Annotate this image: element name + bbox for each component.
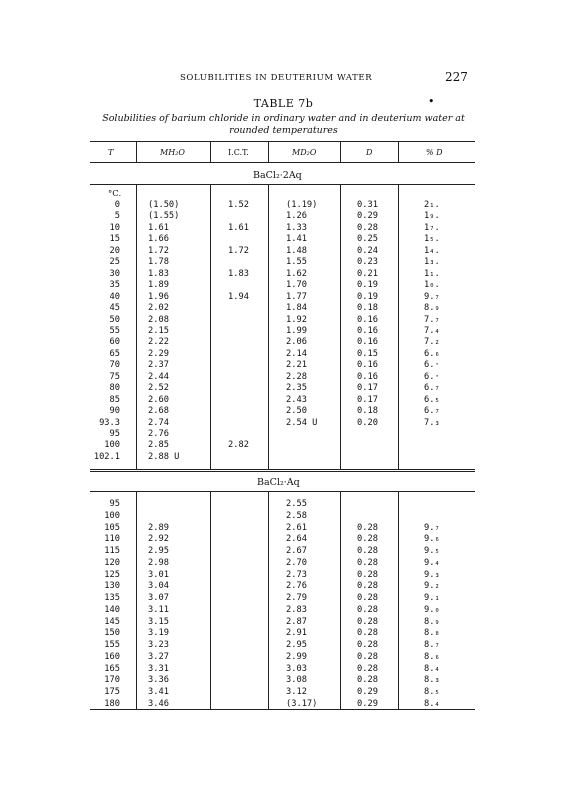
cell-m-d2o: 2.76 bbox=[286, 581, 307, 592]
cell-temperature: 145 bbox=[104, 616, 120, 627]
cell-temperature: 50 bbox=[109, 314, 120, 325]
page-header bbox=[0, 70, 567, 87]
cell-percent-d: 1₃. bbox=[424, 257, 440, 268]
cell-m-d2o: 2.79 bbox=[286, 593, 307, 603]
table-bottom-rule bbox=[90, 709, 475, 710]
cell-d: 0.28 bbox=[357, 651, 378, 662]
table-caption-line-1: Solubilities of barium chloride in ordinary water and in deuterium water at bbox=[102, 113, 465, 124]
cell-d: 0.16 bbox=[357, 337, 378, 348]
cell-m-d2o: 2.70 bbox=[286, 557, 307, 568]
table-row bbox=[0, 581, 567, 591]
cell-percent-d: 8.₈ bbox=[424, 628, 440, 639]
cell-m-d2o: 2.61 bbox=[286, 522, 307, 533]
cell-temperature: 70 bbox=[109, 360, 120, 371]
cell-m-h2o: 2.52 bbox=[148, 383, 169, 394]
cell-m-d2o: 2.55 bbox=[286, 499, 307, 509]
cell-d: 0.21 bbox=[357, 268, 378, 279]
cell-temperature: 102.1 bbox=[93, 451, 120, 462]
cell-temperature: 93.3 bbox=[99, 417, 120, 428]
cell-d: 0.28 bbox=[357, 534, 378, 545]
cell-percent-d: 9.₄ bbox=[424, 557, 440, 568]
cell-m-d2o: 2.35 bbox=[286, 383, 307, 394]
cell-temperature: 90 bbox=[109, 406, 120, 417]
cell-m-h2o: 2.15 bbox=[148, 325, 169, 336]
cell-m-h2o: 2.74 bbox=[148, 417, 169, 428]
cell-temperature: 175 bbox=[104, 687, 120, 697]
cell-d: 0.23 bbox=[357, 257, 378, 268]
cell-percent-d: 2₁. bbox=[424, 200, 440, 210]
cell-ict: 2.82 bbox=[228, 440, 249, 451]
cell-temperature: 85 bbox=[109, 394, 120, 405]
cell-d: 0.28 bbox=[357, 616, 378, 627]
dot-mark: • bbox=[428, 95, 435, 108]
cell-m-h2o: 3.15 bbox=[148, 616, 169, 627]
table-row bbox=[0, 383, 567, 393]
cell-d: 0.28 bbox=[357, 593, 378, 603]
cell-m-h2o: 2.68 bbox=[148, 406, 169, 417]
cell-temperature: 25 bbox=[109, 257, 120, 268]
table-label: TABLE 7b bbox=[253, 97, 314, 110]
table-row bbox=[0, 257, 567, 267]
cell-m-d2o: 1.84 bbox=[286, 303, 307, 314]
cell-temperature: 115 bbox=[104, 546, 120, 556]
cell-m-d2o: 2.73 bbox=[286, 569, 307, 580]
cell-d: 0.16 bbox=[357, 314, 378, 325]
cell-ict: 1.52 bbox=[228, 200, 249, 210]
cell-m-h2o: 2.88 U bbox=[148, 451, 180, 462]
cell-temperature: 100 bbox=[104, 440, 120, 451]
table-row bbox=[0, 570, 567, 580]
cell-temperature: 55 bbox=[109, 325, 120, 336]
page-number: 227 bbox=[445, 70, 468, 84]
table-row bbox=[0, 499, 567, 509]
table-row bbox=[0, 546, 567, 556]
section-2-rule bbox=[90, 491, 475, 492]
cell-percent-d: 1₅. bbox=[424, 234, 440, 245]
col-separator bbox=[268, 141, 269, 162]
cell-m-h2o: 3.04 bbox=[148, 581, 169, 592]
table-row bbox=[0, 617, 567, 627]
cell-percent-d: 8.₉ bbox=[424, 616, 440, 627]
table-caption-line-2: rounded temperatures bbox=[229, 125, 338, 136]
cell-m-d2o: 2.43 bbox=[286, 394, 307, 405]
cell-temperature: 125 bbox=[104, 569, 120, 580]
cell-temperature: 75 bbox=[109, 371, 120, 382]
cell-temperature: 95 bbox=[109, 429, 120, 439]
cell-d: 0.28 bbox=[357, 581, 378, 592]
cell-percent-d: 6.₆ bbox=[424, 348, 440, 359]
cell-temperature: 110 bbox=[104, 534, 120, 545]
col-header-ict: I.C.T. bbox=[228, 148, 249, 157]
cell-percent-d: 9.₃ bbox=[424, 569, 440, 580]
cell-m-d2o: 2.54 U bbox=[286, 417, 318, 428]
cell-percent-d: 9.₇ bbox=[424, 522, 440, 533]
cell-m-d2o: 1.33 bbox=[286, 222, 307, 233]
col-header-mh2o: MH₂O bbox=[160, 148, 185, 157]
cell-d: 0.29 bbox=[357, 687, 378, 697]
table-row bbox=[0, 292, 567, 302]
table-row bbox=[0, 280, 567, 290]
table-row bbox=[0, 349, 567, 359]
table-row bbox=[0, 246, 567, 256]
cell-d: 0.28 bbox=[357, 546, 378, 556]
table-top-rule bbox=[90, 141, 475, 142]
cell-percent-d: 9.₀ bbox=[424, 604, 440, 615]
col-header-d: D bbox=[366, 148, 373, 157]
cell-m-h2o: 2.44 bbox=[148, 371, 169, 382]
cell-temperature: 5 bbox=[114, 211, 120, 222]
cell-temperature: 160 bbox=[104, 651, 120, 662]
col-separator bbox=[136, 141, 137, 162]
cell-m-h2o: 1.66 bbox=[148, 234, 169, 245]
cell-percent-d: 6.₇ bbox=[424, 406, 440, 417]
cell-m-h2o: 2.37 bbox=[148, 360, 169, 371]
cell-m-h2o: 2.89 bbox=[148, 522, 169, 533]
cell-percent-d: 8.₅ bbox=[424, 687, 440, 697]
cell-temperature: 65 bbox=[109, 348, 120, 359]
cell-percent-d: 6.₇ bbox=[424, 383, 440, 394]
cell-temperature: 140 bbox=[104, 604, 120, 615]
cell-d: 0.28 bbox=[357, 222, 378, 233]
cell-percent-d: 8.₉ bbox=[424, 303, 440, 314]
cell-temperature: 165 bbox=[104, 663, 120, 674]
cell-percent-d: 7.₄ bbox=[424, 325, 440, 336]
cell-m-h2o: (1.50) bbox=[148, 200, 180, 210]
cell-temperature: 95 bbox=[109, 499, 120, 509]
table-row bbox=[0, 372, 567, 382]
cell-d: 0.28 bbox=[357, 628, 378, 639]
cell-percent-d: 8.₇ bbox=[424, 640, 440, 650]
cell-d: 0.28 bbox=[357, 569, 378, 580]
table-row bbox=[0, 593, 567, 603]
table-row bbox=[0, 269, 567, 279]
cell-temperature: 155 bbox=[104, 640, 120, 650]
cell-ict: 1.83 bbox=[228, 268, 249, 279]
cell-temperature: 30 bbox=[109, 268, 120, 279]
table-row bbox=[0, 699, 567, 709]
cell-m-d2o: 2.64 bbox=[286, 534, 307, 545]
cell-percent-d: 8.₄ bbox=[424, 698, 440, 709]
cell-d: 0.28 bbox=[357, 675, 378, 686]
cell-temperature: 130 bbox=[104, 581, 120, 592]
table-row bbox=[0, 406, 567, 416]
col-header-t: T bbox=[108, 148, 114, 157]
cell-percent-d: 9.₁ bbox=[424, 593, 440, 603]
cell-m-d2o: 2.14 bbox=[286, 348, 307, 359]
cell-percent-d: 1₄. bbox=[424, 245, 440, 256]
cell-m-d2o: 2.95 bbox=[286, 640, 307, 650]
cell-ict: 1.94 bbox=[228, 291, 249, 302]
cell-m-h2o: 3.01 bbox=[148, 569, 169, 580]
cell-percent-d: 7.₇ bbox=[424, 314, 440, 325]
cell-temperature: 105 bbox=[104, 522, 120, 533]
cell-m-h2o: 2.60 bbox=[148, 394, 169, 405]
cell-temperature: 170 bbox=[104, 675, 120, 686]
cell-m-h2o: 3.23 bbox=[148, 640, 169, 650]
cell-m-d2o: 2.87 bbox=[286, 616, 307, 627]
cell-d: 0.19 bbox=[357, 280, 378, 291]
cell-percent-d: 1₀. bbox=[424, 280, 440, 291]
cell-m-d2o: 1.77 bbox=[286, 291, 307, 302]
cell-m-h2o: 2.85 bbox=[148, 440, 169, 451]
cell-d: 0.16 bbox=[357, 371, 378, 382]
cell-temperature: 80 bbox=[109, 383, 120, 394]
cell-temperature: 45 bbox=[109, 303, 120, 314]
cell-temperature: 0 bbox=[114, 200, 120, 210]
cell-m-d2o: 2.21 bbox=[286, 360, 307, 371]
cell-d: 0.18 bbox=[357, 406, 378, 417]
cell-ict: 1.61 bbox=[228, 222, 249, 233]
cell-percent-d: 1₉. bbox=[424, 211, 440, 222]
cell-m-h2o: 1.72 bbox=[148, 245, 169, 256]
section-title: BaCl₂·2Aq bbox=[253, 170, 302, 181]
cell-d: 0.29 bbox=[357, 211, 378, 222]
cell-d: 0.17 bbox=[357, 383, 378, 394]
col-separator bbox=[340, 141, 341, 162]
section-divider-rule-2 bbox=[90, 471, 475, 472]
running-title: SOLUBILITIES IN DEUTERIUM WATER bbox=[180, 73, 373, 83]
cell-m-d2o: 1.55 bbox=[286, 257, 307, 268]
cell-m-h2o: 2.76 bbox=[148, 429, 169, 439]
cell-m-h2o: (1.55) bbox=[148, 211, 180, 222]
table-row bbox=[0, 628, 567, 638]
cell-temperature: 20 bbox=[109, 245, 120, 256]
cell-m-d2o: 2.99 bbox=[286, 651, 307, 662]
cell-m-d2o: 1.62 bbox=[286, 268, 307, 279]
table-row bbox=[0, 664, 567, 674]
col-separator bbox=[398, 141, 399, 162]
cell-d: 0.19 bbox=[357, 291, 378, 302]
cell-temperature: 150 bbox=[104, 628, 120, 639]
cell-temperature: 35 bbox=[109, 280, 120, 291]
cell-percent-d: 1₁. bbox=[424, 268, 440, 279]
cell-m-h2o: 2.22 bbox=[148, 337, 169, 348]
cell-m-h2o: 1.83 bbox=[148, 268, 169, 279]
table-row bbox=[0, 418, 567, 428]
cell-percent-d: 8.₆ bbox=[424, 651, 440, 662]
cell-m-d2o: 3.08 bbox=[286, 675, 307, 686]
cell-m-d2o: 2.58 bbox=[286, 510, 307, 521]
cell-m-d2o: (3.17) bbox=[286, 698, 318, 709]
cell-percent-d: 8.₃ bbox=[424, 675, 440, 686]
cell-temperature: 100 bbox=[104, 510, 120, 521]
cell-d: 0.28 bbox=[357, 557, 378, 568]
col-separator bbox=[210, 141, 211, 162]
cell-percent-d: 6.₅ bbox=[424, 394, 440, 405]
cell-m-h2o: 2.08 bbox=[148, 314, 169, 325]
table-row bbox=[0, 558, 567, 568]
cell-m-h2o: 3.36 bbox=[148, 675, 169, 686]
cell-percent-d: 6.· bbox=[424, 360, 440, 371]
cell-d: 0.18 bbox=[357, 303, 378, 314]
cell-d: 0.16 bbox=[357, 325, 378, 336]
temperature-unit: °C. bbox=[108, 189, 122, 199]
cell-m-d2o: 1.26 bbox=[286, 211, 307, 222]
cell-m-d2o: 1.48 bbox=[286, 245, 307, 256]
cell-percent-d: 9.₇ bbox=[424, 291, 440, 302]
header-bottom-rule bbox=[90, 162, 475, 163]
cell-m-h2o: 3.46 bbox=[148, 698, 169, 709]
cell-m-h2o: 1.89 bbox=[148, 280, 169, 291]
cell-m-d2o: (1.19) bbox=[286, 200, 318, 210]
section-divider-rule bbox=[90, 469, 475, 470]
table-row bbox=[0, 395, 567, 405]
cell-m-d2o: 3.03 bbox=[286, 663, 307, 674]
cell-d: 0.28 bbox=[357, 663, 378, 674]
cell-d: 0.25 bbox=[357, 234, 378, 245]
cell-temperature: 40 bbox=[109, 291, 120, 302]
cell-m-d2o: 2.28 bbox=[286, 371, 307, 382]
table-row bbox=[0, 675, 567, 685]
col-header-md2o: MD₂O bbox=[292, 148, 317, 157]
cell-m-d2o: 1.99 bbox=[286, 325, 307, 336]
cell-temperature: 60 bbox=[109, 337, 120, 348]
cell-m-d2o: 2.06 bbox=[286, 337, 307, 348]
cell-m-d2o: 1.92 bbox=[286, 314, 307, 325]
cell-m-d2o: 1.41 bbox=[286, 234, 307, 245]
table-row bbox=[0, 687, 567, 697]
cell-m-d2o: 2.50 bbox=[286, 406, 307, 417]
table-row bbox=[0, 326, 567, 336]
cell-d: 0.31 bbox=[357, 200, 378, 210]
cell-m-h2o: 1.61 bbox=[148, 222, 169, 233]
cell-m-d2o: 2.83 bbox=[286, 604, 307, 615]
table-row bbox=[0, 337, 567, 347]
cell-percent-d: 9.₆ bbox=[424, 534, 440, 545]
cell-percent-d: 9.₅ bbox=[424, 546, 440, 556]
cell-d: 0.28 bbox=[357, 604, 378, 615]
table-row bbox=[0, 440, 567, 450]
cell-d: 0.17 bbox=[357, 394, 378, 405]
col-header-pct-d: % D bbox=[426, 148, 443, 157]
cell-d: 0.28 bbox=[357, 522, 378, 533]
cell-temperature: 120 bbox=[104, 557, 120, 568]
cell-temperature: 10 bbox=[109, 222, 120, 233]
cell-m-h2o: 3.31 bbox=[148, 663, 169, 674]
cell-d: 0.15 bbox=[357, 348, 378, 359]
cell-m-d2o: 1.70 bbox=[286, 280, 307, 291]
cell-percent-d: 7.₂ bbox=[424, 337, 440, 348]
table-row bbox=[0, 234, 567, 244]
table-row bbox=[0, 640, 567, 650]
table-row bbox=[0, 429, 567, 439]
cell-m-h2o: 2.29 bbox=[148, 348, 169, 359]
table-row bbox=[0, 511, 567, 521]
cell-d: 0.16 bbox=[357, 360, 378, 371]
cell-m-d2o: 2.91 bbox=[286, 628, 307, 639]
cell-m-h2o: 2.95 bbox=[148, 546, 169, 556]
cell-m-h2o: 2.02 bbox=[148, 303, 169, 314]
cell-percent-d: 8.₄ bbox=[424, 663, 440, 674]
cell-m-h2o: 3.11 bbox=[148, 604, 169, 615]
cell-percent-d: 9.₂ bbox=[424, 581, 440, 592]
cell-m-h2o: 1.78 bbox=[148, 257, 169, 268]
cell-m-h2o: 3.41 bbox=[148, 687, 169, 697]
cell-m-h2o: 2.98 bbox=[148, 557, 169, 568]
cell-temperature: 135 bbox=[104, 593, 120, 603]
table-row bbox=[0, 360, 567, 370]
section-title: BaCl₂·Aq bbox=[257, 477, 300, 488]
table-row bbox=[0, 534, 567, 544]
cell-d: 0.28 bbox=[357, 640, 378, 650]
table-row bbox=[0, 605, 567, 615]
cell-m-d2o: 2.67 bbox=[286, 546, 307, 556]
table-row bbox=[0, 652, 567, 662]
cell-m-d2o: 3.12 bbox=[286, 687, 307, 697]
section-1-rule bbox=[90, 184, 475, 185]
table-row bbox=[0, 303, 567, 313]
cell-temperature: 15 bbox=[109, 234, 120, 245]
cell-percent-d: 7.₃ bbox=[424, 417, 440, 428]
table-row bbox=[0, 211, 567, 221]
cell-m-h2o: 1.96 bbox=[148, 291, 169, 302]
cell-m-h2o: 3.27 bbox=[148, 651, 169, 662]
cell-temperature: 180 bbox=[104, 698, 120, 709]
cell-d: 0.20 bbox=[357, 417, 378, 428]
cell-percent-d: 1₇. bbox=[424, 222, 440, 233]
cell-d: 0.24 bbox=[357, 245, 378, 256]
cell-m-h2o: 3.07 bbox=[148, 593, 169, 603]
cell-d: 0.29 bbox=[357, 698, 378, 709]
table-row bbox=[0, 315, 567, 325]
table-row bbox=[0, 452, 567, 462]
cell-percent-d: 6.· bbox=[424, 371, 440, 382]
cell-m-h2o: 2.92 bbox=[148, 534, 169, 545]
table-row bbox=[0, 223, 567, 233]
table-row bbox=[0, 523, 567, 533]
table-row bbox=[0, 200, 567, 210]
cell-ict: 1.72 bbox=[228, 245, 249, 256]
cell-m-h2o: 3.19 bbox=[148, 628, 169, 639]
